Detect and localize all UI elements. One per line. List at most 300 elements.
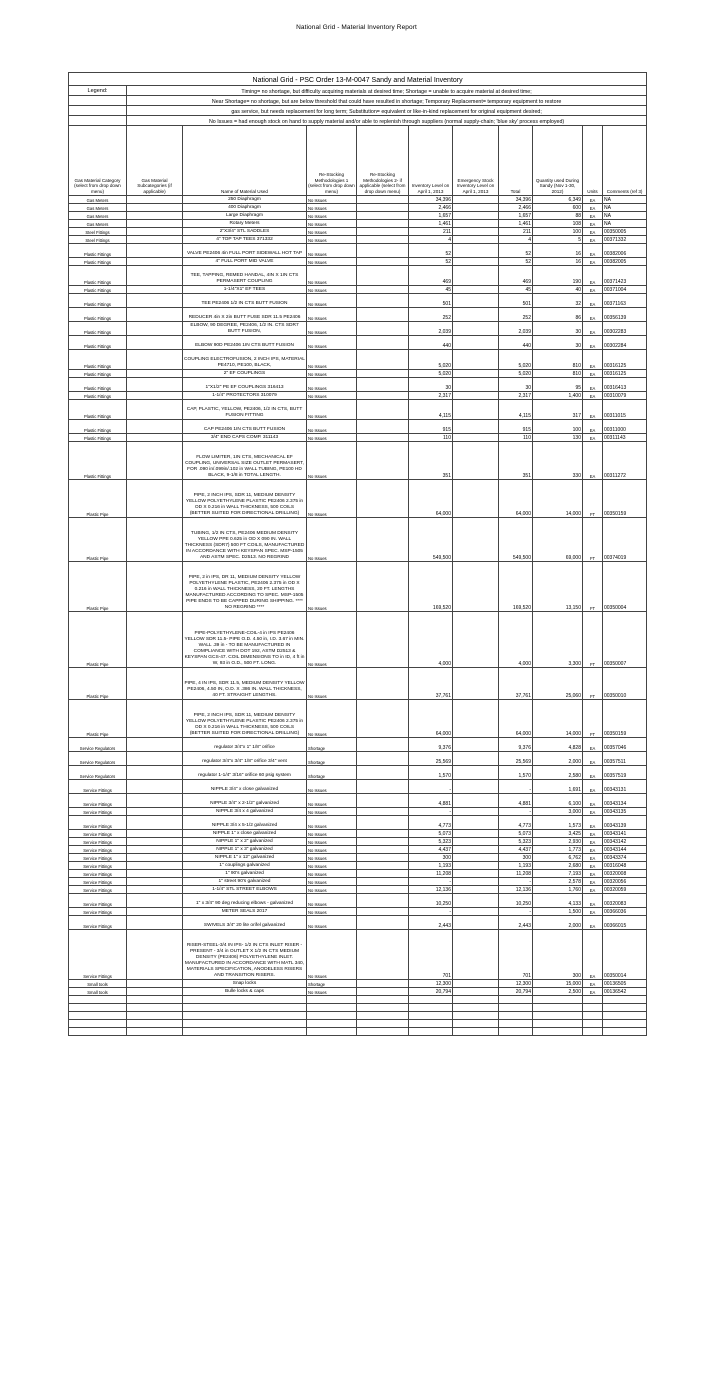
cell-material-name: PIPE, 2 INCH IPS, SDR 11, MEDIUM DENSITY YELLOW POLYETHYLENE PLASTIC PE2406 2.375 in OD X 0.216 in WALL THICKNESS, 500 COILS (BETTER SUITED FOR DIRECTIONAL DRILLING)	[183, 700, 307, 738]
cell-units: EA	[583, 894, 603, 908]
blank-cell	[453, 1012, 499, 1020]
table-row	[69, 862, 647, 870]
table-row	[69, 258, 647, 266]
cell-quantity: 16	[533, 258, 583, 266]
cell-emergency	[453, 988, 499, 996]
cell-restock-2	[357, 738, 409, 752]
cell-material-name: Large Diaphragm	[183, 212, 307, 220]
cell-inventory: 549,500	[409, 518, 453, 562]
cell-subcategory	[127, 308, 183, 322]
cell-emergency	[453, 442, 499, 480]
cell-inventory: 440	[409, 336, 453, 350]
blank-cell	[307, 1012, 357, 1020]
table-row	[69, 562, 647, 612]
cell-quantity: 1,773	[533, 846, 583, 854]
cell-subcategory	[127, 886, 183, 894]
cell-quantity: 25,060	[533, 668, 583, 700]
cell-subcategory	[127, 336, 183, 350]
cell-quantity: 86	[533, 308, 583, 322]
cell-material-name: RISER-STEEL-3/4 IN IPS- 1/2 IN CTS INLET RISER - PRESENT - 3/4 in OUTLET X 1/2 IN CTS MEDIUM DENSITY (PE2406) POLYETHYLENE INLET. MANUFACTURED IN ACCORDANCE WITH MATL 340, MATERIALS SPECIFICATION, ANODELESS RISERS AND TRANSITION RISERS.	[183, 930, 307, 980]
cell-restock-2	[357, 258, 409, 266]
cell-restock-2	[357, 878, 409, 886]
cell-quantity: 1,691	[533, 780, 583, 794]
blank-cell	[603, 1012, 647, 1020]
blank-cell	[69, 996, 127, 1004]
cell-comments: 00350005	[603, 228, 647, 236]
cell-units: EA	[583, 766, 603, 780]
cell-units: EA	[583, 908, 603, 916]
cell-subcategory	[127, 322, 183, 336]
cell-emergency	[453, 878, 499, 886]
cell-units: FT	[583, 612, 603, 668]
cell-restock-2	[357, 808, 409, 816]
cell-category: Service Fittings	[69, 908, 127, 916]
cell-subcategory	[127, 212, 183, 220]
cell-subcategory	[127, 350, 183, 370]
cell-comments: NA	[603, 204, 647, 212]
cell-restock-2	[357, 862, 409, 870]
cell-category: Service Fittings	[69, 916, 127, 930]
cell-emergency	[453, 308, 499, 322]
cell-category: Plastic Fittings	[69, 266, 127, 286]
cell-restock-1: No Issues	[307, 228, 357, 236]
cell-restock-1: No Issues	[307, 854, 357, 862]
cell-restock-1: No Issues	[307, 794, 357, 808]
blank-row	[69, 1020, 647, 1028]
blank-cell	[499, 1012, 533, 1020]
cell-subcategory	[127, 700, 183, 738]
cell-material-name: NIPPLE 3/4" x 2-1/2" galvanized	[183, 794, 307, 808]
cell-restock-2	[357, 244, 409, 258]
header-quantity: Quantity used During Sandy (Nov 1-30, 2012)	[533, 126, 583, 196]
cell-restock-2	[357, 838, 409, 846]
cell-comments: 00343131	[603, 780, 647, 794]
cell-quantity: 600	[533, 204, 583, 212]
cell-comments: 00350004	[603, 562, 647, 612]
cell-comments: 00357519	[603, 766, 647, 780]
cell-emergency	[453, 838, 499, 846]
cell-units: EA	[583, 228, 603, 236]
cell-quantity: 810	[533, 350, 583, 370]
cell-restock-1: No Issues	[307, 266, 357, 286]
blank-cell	[307, 1004, 357, 1012]
cell-total: -	[499, 780, 533, 794]
cell-restock-2	[357, 870, 409, 878]
cell-total: 701	[499, 930, 533, 980]
column-header-row	[69, 126, 647, 196]
blank-cell	[183, 1004, 307, 1012]
cell-restock-2	[357, 442, 409, 480]
cell-category: Gas Meters	[69, 220, 127, 228]
table-row	[69, 196, 647, 204]
cell-emergency	[453, 794, 499, 808]
cell-comments: 00316125	[603, 350, 647, 370]
cell-emergency	[453, 908, 499, 916]
cell-subcategory	[127, 862, 183, 870]
cell-material-name: 2"X3/4" STL SADDLES	[183, 228, 307, 236]
cell-comments: 00320083	[603, 894, 647, 908]
cell-material-name: 4" TOP TAP TEES 371332	[183, 236, 307, 244]
blank-cell	[127, 1012, 183, 1020]
legend-line-3: gas service, but needs replacement for long term; Substitution= equivalent or like-in-kind replacement for original equipment desired;	[127, 106, 647, 116]
cell-comments: 00343374	[603, 854, 647, 862]
cell-material-name: 1-1/4" STL STREET ELBOWS	[183, 886, 307, 894]
cell-material-name: TEE PE2406 1/2 IN CTS BUTT FUSION	[183, 294, 307, 308]
cell-category: Gas Meters	[69, 212, 127, 220]
cell-inventory: 701	[409, 930, 453, 980]
blank-cell	[583, 1012, 603, 1020]
blank-row	[69, 996, 647, 1004]
cell-restock-2	[357, 916, 409, 930]
blank-row	[69, 1012, 647, 1020]
cell-restock-1: No Issues	[307, 258, 357, 266]
cell-emergency	[453, 400, 499, 420]
blank-cell	[583, 1020, 603, 1028]
cell-restock-2	[357, 700, 409, 738]
cell-quantity: 13,150	[533, 562, 583, 612]
cell-inventory: 351	[409, 442, 453, 480]
cell-subcategory	[127, 220, 183, 228]
cell-subcategory	[127, 480, 183, 518]
blank-cell	[183, 1020, 307, 1028]
cell-material-name: 1" x 3/4" 90 deg reducing elbows - galvanized	[183, 894, 307, 908]
cell-restock-1: No Issues	[307, 780, 357, 794]
cell-comments: 00316125	[603, 370, 647, 378]
cell-total: 11,208	[499, 870, 533, 878]
cell-restock-1: No Issues	[307, 236, 357, 244]
cell-units: EA	[583, 236, 603, 244]
cell-units: EA	[583, 886, 603, 894]
cell-material-name: Bulle locks & caps	[183, 988, 307, 996]
cell-restock-2	[357, 816, 409, 830]
cell-quantity: 69,000	[533, 518, 583, 562]
table-row	[69, 420, 647, 434]
cell-restock-2	[357, 400, 409, 420]
cell-restock-2	[357, 212, 409, 220]
cell-subcategory	[127, 870, 183, 878]
page-header: National Grid - Material Inventory Report	[296, 24, 417, 31]
cell-category: Plastic Fittings	[69, 400, 127, 420]
cell-quantity: 14,000	[533, 700, 583, 738]
cell-comments: 00311143	[603, 434, 647, 442]
cell-units: EA	[583, 244, 603, 258]
header-name: Name of Material Used	[183, 126, 307, 196]
cell-category: Plastic Fittings	[69, 244, 127, 258]
cell-restock-1: No Issues	[307, 220, 357, 228]
cell-comments: 00302283	[603, 322, 647, 336]
cell-subcategory	[127, 766, 183, 780]
cell-category: Plastic Pipe	[69, 480, 127, 518]
cell-category: Plastic Fittings	[69, 370, 127, 378]
cell-comments: 00350159	[603, 700, 647, 738]
table-row	[69, 322, 647, 336]
cell-subcategory	[127, 780, 183, 794]
cell-comments: 00382005	[603, 258, 647, 266]
table-row	[69, 378, 647, 392]
cell-comments: 00357511	[603, 752, 647, 766]
cell-material-name: 2" EF COUPLINGS	[183, 370, 307, 378]
cell-restock-1: No Issues	[307, 816, 357, 830]
cell-quantity: 7,193	[533, 870, 583, 878]
blank-cell	[453, 1004, 499, 1012]
cell-total: 4,881	[499, 794, 533, 808]
cell-subcategory	[127, 668, 183, 700]
cell-inventory: 12,300	[409, 980, 453, 988]
cell-units: EA	[583, 258, 603, 266]
table-row	[69, 212, 647, 220]
cell-inventory: 2,039	[409, 322, 453, 336]
cell-emergency	[453, 258, 499, 266]
cell-quantity: 1,760	[533, 886, 583, 894]
cell-inventory: 37,761	[409, 668, 453, 700]
cell-emergency	[453, 930, 499, 980]
cell-subcategory	[127, 894, 183, 908]
table-row	[69, 612, 647, 668]
cell-inventory: 4,115	[409, 400, 453, 420]
cell-restock-1: No Issues	[307, 894, 357, 908]
blank-cell	[357, 1028, 409, 1036]
header-total: Total	[499, 126, 533, 196]
cell-subcategory	[127, 930, 183, 980]
cell-units: EA	[583, 846, 603, 854]
cell-restock-2	[357, 562, 409, 612]
cell-subcategory	[127, 908, 183, 916]
cell-restock-2	[357, 846, 409, 854]
cell-subcategory	[127, 196, 183, 204]
cell-material-name: Rotary Meters	[183, 220, 307, 228]
cell-restock-2	[357, 370, 409, 378]
table-row	[69, 236, 647, 244]
cell-restock-2	[357, 204, 409, 212]
legend-line-2: Near Shortage= no shortage, but are below threshold that could have resulted in shortage; Temporary Replacement= temporary equipment to restore	[127, 96, 647, 106]
cell-emergency	[453, 322, 499, 336]
cell-category: Plastic Fittings	[69, 442, 127, 480]
cell-category: Small tools	[69, 980, 127, 988]
cell-subcategory	[127, 266, 183, 286]
blank-cell	[127, 1028, 183, 1036]
table-row	[69, 988, 647, 996]
cell-category: Plastic Fittings	[69, 258, 127, 266]
blank-cell	[583, 1028, 603, 1036]
cell-subcategory	[127, 378, 183, 392]
cell-total: 64,000	[499, 480, 533, 518]
cell-emergency	[453, 350, 499, 370]
table-row	[69, 908, 647, 916]
cell-emergency	[453, 286, 499, 294]
cell-emergency	[453, 886, 499, 894]
cell-inventory: 52	[409, 244, 453, 258]
cell-restock-1: No Issues	[307, 244, 357, 258]
cell-total: 52	[499, 258, 533, 266]
blank-row	[69, 1004, 647, 1012]
cell-quantity: 130	[533, 434, 583, 442]
cell-quantity: 40	[533, 286, 583, 294]
cell-material-name: NIPPLE 3/4" x close galvanized	[183, 780, 307, 794]
table-row	[69, 392, 647, 400]
cell-total: 501	[499, 294, 533, 308]
cell-restock-1: No Issues	[307, 830, 357, 838]
cell-comments: 00371163	[603, 294, 647, 308]
cell-emergency	[453, 294, 499, 308]
cell-material-name: VALVE PE2406 4in FULL PORT SIDEWALL HOT TAP	[183, 244, 307, 258]
table-row	[69, 286, 647, 294]
blank-cell	[127, 1020, 183, 1028]
cell-inventory: 1,657	[409, 212, 453, 220]
cell-restock-2	[357, 980, 409, 988]
blank-cell	[357, 996, 409, 1004]
cell-subcategory	[127, 442, 183, 480]
cell-quantity: 16	[533, 244, 583, 258]
cell-category: Service Fittings	[69, 930, 127, 980]
cell-material-name: 1-1/4" PROTECTORS 310079	[183, 392, 307, 400]
cell-total: -	[499, 808, 533, 816]
cell-emergency	[453, 228, 499, 236]
cell-units: EA	[583, 350, 603, 370]
cell-quantity: 4,828	[533, 738, 583, 752]
cell-quantity: 2,000	[533, 916, 583, 930]
cell-inventory: 4,881	[409, 794, 453, 808]
cell-category: Steel Fittings	[69, 236, 127, 244]
cell-comments: 00316413	[603, 378, 647, 392]
cell-total: 4,773	[499, 816, 533, 830]
cell-comments: 00357046	[603, 738, 647, 752]
cell-total: 9,376	[499, 738, 533, 752]
blank-cell	[409, 1004, 453, 1012]
cell-comments: NA	[603, 220, 647, 228]
cell-quantity: 15,000	[533, 980, 583, 988]
table-row	[69, 400, 647, 420]
cell-restock-2	[357, 752, 409, 766]
cell-total: 2,443	[499, 916, 533, 930]
cell-quantity: 2,930	[533, 838, 583, 846]
cell-quantity: 1,573	[533, 816, 583, 830]
blank-cell	[307, 1028, 357, 1036]
cell-comments: 00371332	[603, 236, 647, 244]
cell-restock-2	[357, 930, 409, 980]
cell-restock-2	[357, 378, 409, 392]
cell-category: Plastic Pipe	[69, 668, 127, 700]
cell-quantity: 95	[533, 378, 583, 392]
cell-subcategory	[127, 612, 183, 668]
cell-material-name: REDUCER 4in X 2in BUTT FUSE SDR 11.5 PE2406	[183, 308, 307, 322]
blank-cell	[603, 1020, 647, 1028]
cell-category: Plastic Fittings	[69, 350, 127, 370]
cell-inventory: 110	[409, 434, 453, 442]
cell-restock-1: No Issues	[307, 350, 357, 370]
table-row	[69, 266, 647, 286]
cell-subcategory	[127, 562, 183, 612]
cell-emergency	[453, 562, 499, 612]
cell-comments: 00320008	[603, 870, 647, 878]
cell-restock-1: No Issues	[307, 204, 357, 212]
cell-inventory: 211	[409, 228, 453, 236]
cell-restock-2	[357, 420, 409, 434]
cell-material-name: COUPLING ELECTROFUSION, 2 INCH IPS, MATERIAL PE4710, PE100, BLACK,	[183, 350, 307, 370]
table-row	[69, 808, 647, 816]
cell-total: 2,466	[499, 204, 533, 212]
cell-category: Service Fittings	[69, 870, 127, 878]
cell-quantity: 2,578	[533, 878, 583, 886]
cell-emergency	[453, 700, 499, 738]
cell-restock-2	[357, 854, 409, 862]
table-row	[69, 220, 647, 228]
cell-restock-2	[357, 228, 409, 236]
cell-material-name: 1-1/4"X1" EF TEES	[183, 286, 307, 294]
cell-emergency	[453, 752, 499, 766]
cell-quantity: 88	[533, 212, 583, 220]
cell-inventory: 4	[409, 236, 453, 244]
cell-restock-2	[357, 894, 409, 908]
header-units: Units	[583, 126, 603, 196]
cell-inventory: 10,250	[409, 894, 453, 908]
cell-material-name: 1" 90's galvanized	[183, 870, 307, 878]
cell-inventory: -	[409, 878, 453, 886]
cell-inventory: 5,020	[409, 350, 453, 370]
cell-restock-1: No Issues	[307, 370, 357, 378]
cell-inventory: -	[409, 780, 453, 794]
cell-restock-1: No Issues	[307, 870, 357, 878]
blank-cell	[583, 1004, 603, 1012]
cell-units: EA	[583, 220, 603, 228]
cell-comments: 00343134	[603, 794, 647, 808]
cell-category: Service Regulators	[69, 752, 127, 766]
cell-restock-1: No Issues	[307, 336, 357, 350]
cell-units: EA	[583, 392, 603, 400]
cell-comments: 00356139	[603, 308, 647, 322]
cell-quantity: 5	[533, 236, 583, 244]
cell-total: 5,073	[499, 830, 533, 838]
table-row	[69, 854, 647, 862]
table-row	[69, 434, 647, 442]
cell-category: Plastic Pipe	[69, 562, 127, 612]
cell-comments: 00310079	[603, 392, 647, 400]
blank-cell	[409, 996, 453, 1004]
cell-subcategory	[127, 400, 183, 420]
cell-units: EA	[583, 816, 603, 830]
cell-inventory: 52	[409, 258, 453, 266]
cell-material-name: NIPPLE 1" x 12" galvanized	[183, 854, 307, 862]
cell-inventory: 12,136	[409, 886, 453, 894]
cell-category: Plastic Fittings	[69, 322, 127, 336]
cell-emergency	[453, 612, 499, 668]
cell-inventory: 2,317	[409, 392, 453, 400]
cell-total: -	[499, 908, 533, 916]
blank-cell	[69, 1020, 127, 1028]
cell-units: EA	[583, 336, 603, 350]
cell-units: EA	[583, 980, 603, 988]
cell-inventory: 11,208	[409, 870, 453, 878]
table-row	[69, 204, 647, 212]
cell-emergency	[453, 370, 499, 378]
table-row	[69, 894, 647, 908]
cell-material-name: FLOW LIMITER, 1IN CTS, MECHANICAL EF COUPLING, UNIVERSAL SIZE OUTLET PERMASERT, FOR .090 in/.099in/.102 in WALL TUBING, PE100 HD BLACK, 9-1/8 in TOTAL LENGTH.	[183, 442, 307, 480]
cell-emergency	[453, 518, 499, 562]
cell-units: EA	[583, 870, 603, 878]
cell-subcategory	[127, 738, 183, 752]
cell-emergency	[453, 434, 499, 442]
cell-subcategory	[127, 392, 183, 400]
cell-category: Small tools	[69, 988, 127, 996]
legend-line-4: No Issues = had enough stock on hand to supply material and/or able to replenish through suppliers (normal supply-chain; 'blue sky' process employed)	[127, 116, 647, 126]
cell-total: 300	[499, 854, 533, 862]
cell-emergency	[453, 916, 499, 930]
cell-material-name: regulator 3/4"x 1" 1/8" orifice	[183, 738, 307, 752]
cell-subcategory	[127, 370, 183, 378]
cell-comments: 00343135	[603, 808, 647, 816]
cell-quantity: 190	[533, 266, 583, 286]
cell-restock-2	[357, 794, 409, 808]
cell-category: Plastic Fittings	[69, 420, 127, 434]
